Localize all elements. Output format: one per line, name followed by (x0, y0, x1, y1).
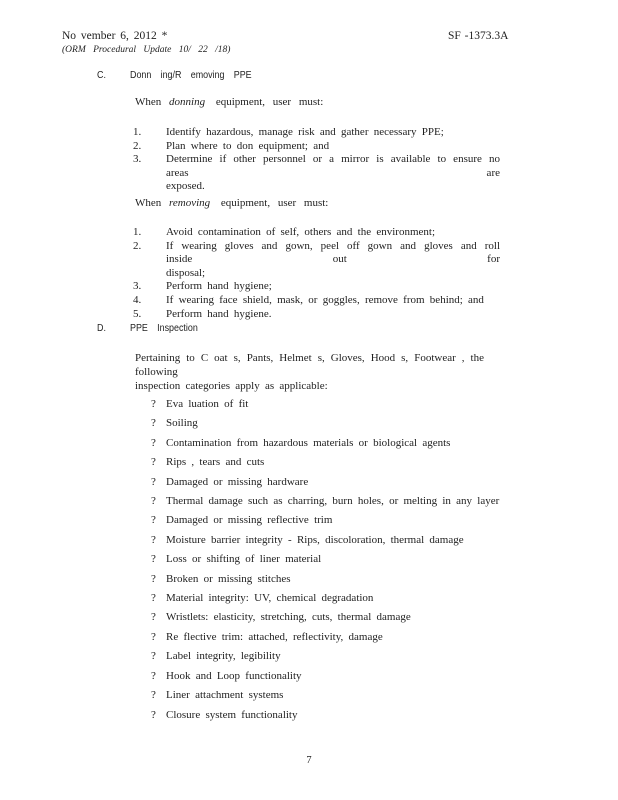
inspection-item-text: Material integrity: UV, chemical degradation (166, 592, 374, 605)
header-revision-note: (ORM Procedural Update 10/ 22 /18) (62, 45, 231, 55)
bullet-glyph: ? (151, 592, 156, 605)
header-doc-number: SF -1373.3A (448, 30, 509, 42)
bullet-glyph: ? (151, 398, 156, 410)
list-item (133, 226, 500, 240)
inspection-item (151, 456, 499, 469)
step-text: exposed. (166, 180, 205, 193)
step-text: Avoid contamination of self, others and the environment; (166, 226, 436, 238)
step-text: If wearing gloves and gown, peel off gown and gloves and roll inside out for (166, 239, 500, 266)
list-item (133, 153, 500, 194)
section-c-title-label: Donn ing/R emoving PPE (130, 69, 252, 81)
inspection-item-text: Broken or missing stitches (166, 572, 291, 585)
section-c-letter (97, 69, 108, 83)
inspection-item (151, 573, 499, 586)
step-number: 1. (133, 226, 142, 238)
inspection-item (151, 670, 499, 683)
inspection-item-text: Label integrity, legibility (166, 650, 281, 663)
bullet-glyph: ? (151, 436, 156, 449)
step-text: Plan where to don equipment; and (166, 139, 330, 152)
step-text: If wearing face shield, mask, or goggles, remove from behind; and (166, 293, 484, 306)
inspection-item (151, 709, 499, 722)
section-d-title (130, 322, 210, 336)
removing-intro-emphasis: removing (169, 197, 211, 209)
bullet-glyph: ? (151, 650, 156, 663)
inspection-item (151, 495, 499, 508)
page-number: 7 (306, 755, 312, 766)
donning-intro-suffix: equipment, user must: (215, 96, 324, 108)
step-text: disposal; (166, 266, 206, 279)
inspection-item-text: Liner attachment systems (166, 689, 284, 702)
inspection-item (151, 417, 499, 430)
step-number: 2. (133, 139, 142, 152)
bullet-glyph: ? (151, 417, 156, 430)
removing-intro-suffix: equipment, user must: (220, 197, 329, 209)
inspection-item-text: Soiling (166, 417, 198, 430)
inspection-item-text: Moisture barrier integrity - Rips, discoloration, thermal damage (166, 533, 464, 546)
inspection-item (151, 650, 499, 663)
bullet-glyph: ? (151, 533, 156, 546)
inspection-item (151, 398, 499, 411)
step-text: Perform hand hygiene. (166, 307, 272, 320)
step-number: 3. (133, 280, 142, 293)
step-number: 5. (133, 307, 142, 320)
removing-intro-prefix: When (135, 197, 162, 209)
section-d-letter-label: D. (97, 322, 106, 334)
bullet-glyph: ? (151, 456, 156, 469)
bullet-glyph: ? (151, 669, 156, 682)
step-number: 1. (133, 126, 142, 138)
inspection-item (151, 437, 499, 450)
inspection-item-text: Rips , tears and cuts (166, 456, 265, 469)
bullet-glyph: ? (151, 514, 156, 527)
step-text: Perform hand hygiene; (166, 280, 272, 293)
bullet-glyph: ? (151, 689, 156, 702)
bullet-glyph: ? (151, 630, 156, 643)
bullet-glyph: ? (151, 495, 156, 508)
section-d-title-label: PPE Inspection (130, 322, 198, 334)
list-item (133, 126, 500, 140)
donning-intro-emphasis: donning (169, 96, 206, 108)
inspection-item-text: Hook and Loop functionality (166, 669, 302, 682)
list-item (133, 308, 500, 322)
list-item (133, 240, 500, 281)
paragraph-line: inspection categories apply as applicable: (135, 379, 328, 392)
inspection-item-text: Damaged or missing reflective trim (166, 514, 333, 527)
inspection-intro-paragraph (135, 352, 484, 393)
bullet-glyph: ? (151, 553, 156, 566)
inspection-item-text: Wristlets: elasticity, stretching, cuts, thermal damage (166, 611, 411, 624)
inspection-item (151, 553, 499, 566)
step-number: 4. (133, 293, 142, 306)
inspection-item-text: Loss or shifting of liner material (166, 553, 322, 566)
donning-intro-prefix: When (135, 96, 162, 108)
removing-intro (135, 197, 328, 211)
section-c-letter-label: C. (97, 69, 106, 81)
inspection-item (151, 476, 499, 489)
bullet-glyph: ? (151, 611, 156, 624)
inspection-item-text: Eva luation of fit (166, 398, 249, 410)
inspection-item (151, 689, 499, 702)
bullet-glyph: ? (151, 708, 156, 721)
inspection-item (151, 514, 499, 527)
inspection-item (151, 631, 499, 644)
step-text: Determine if other personnel or a mirror is available to ensure no areas are (166, 153, 500, 179)
inspection-item (151, 611, 499, 624)
list-item (133, 140, 500, 154)
donning-intro (135, 96, 323, 110)
paragraph-line: Pertaining to C oat s, Pants, Helmet s, Gloves, Hood s, Footwear , the following (135, 352, 484, 378)
inspection-item-text: Re flective trim: attached, reflectivity, damage (166, 630, 383, 643)
inspection-item-text: Thermal damage such as charring, burn holes, or melting in any layer (166, 495, 500, 508)
inspection-item-text: Closure system functionality (166, 708, 298, 721)
step-number: 3. (133, 153, 142, 166)
inspection-item (151, 592, 499, 605)
list-item (133, 280, 500, 294)
inspection-item (151, 534, 499, 547)
inspection-item-text: Contamination from hazardous materials or biological agents (166, 436, 451, 449)
header-date: No vember 6, 2012 * (62, 30, 168, 42)
donning-steps-list (133, 126, 500, 194)
step-text: Identify hazardous, manage risk and gather necessary PPE; (166, 126, 444, 138)
section-d-letter (97, 322, 108, 336)
list-item (133, 294, 500, 308)
bullet-glyph: ? (151, 572, 156, 585)
removing-steps-list (133, 226, 500, 321)
section-c-title (130, 69, 273, 83)
step-number: 2. (133, 239, 142, 252)
bullet-glyph: ? (151, 475, 156, 488)
inspection-item-text: Damaged or missing hardware (166, 475, 309, 488)
inspection-bullet-list (151, 398, 499, 728)
